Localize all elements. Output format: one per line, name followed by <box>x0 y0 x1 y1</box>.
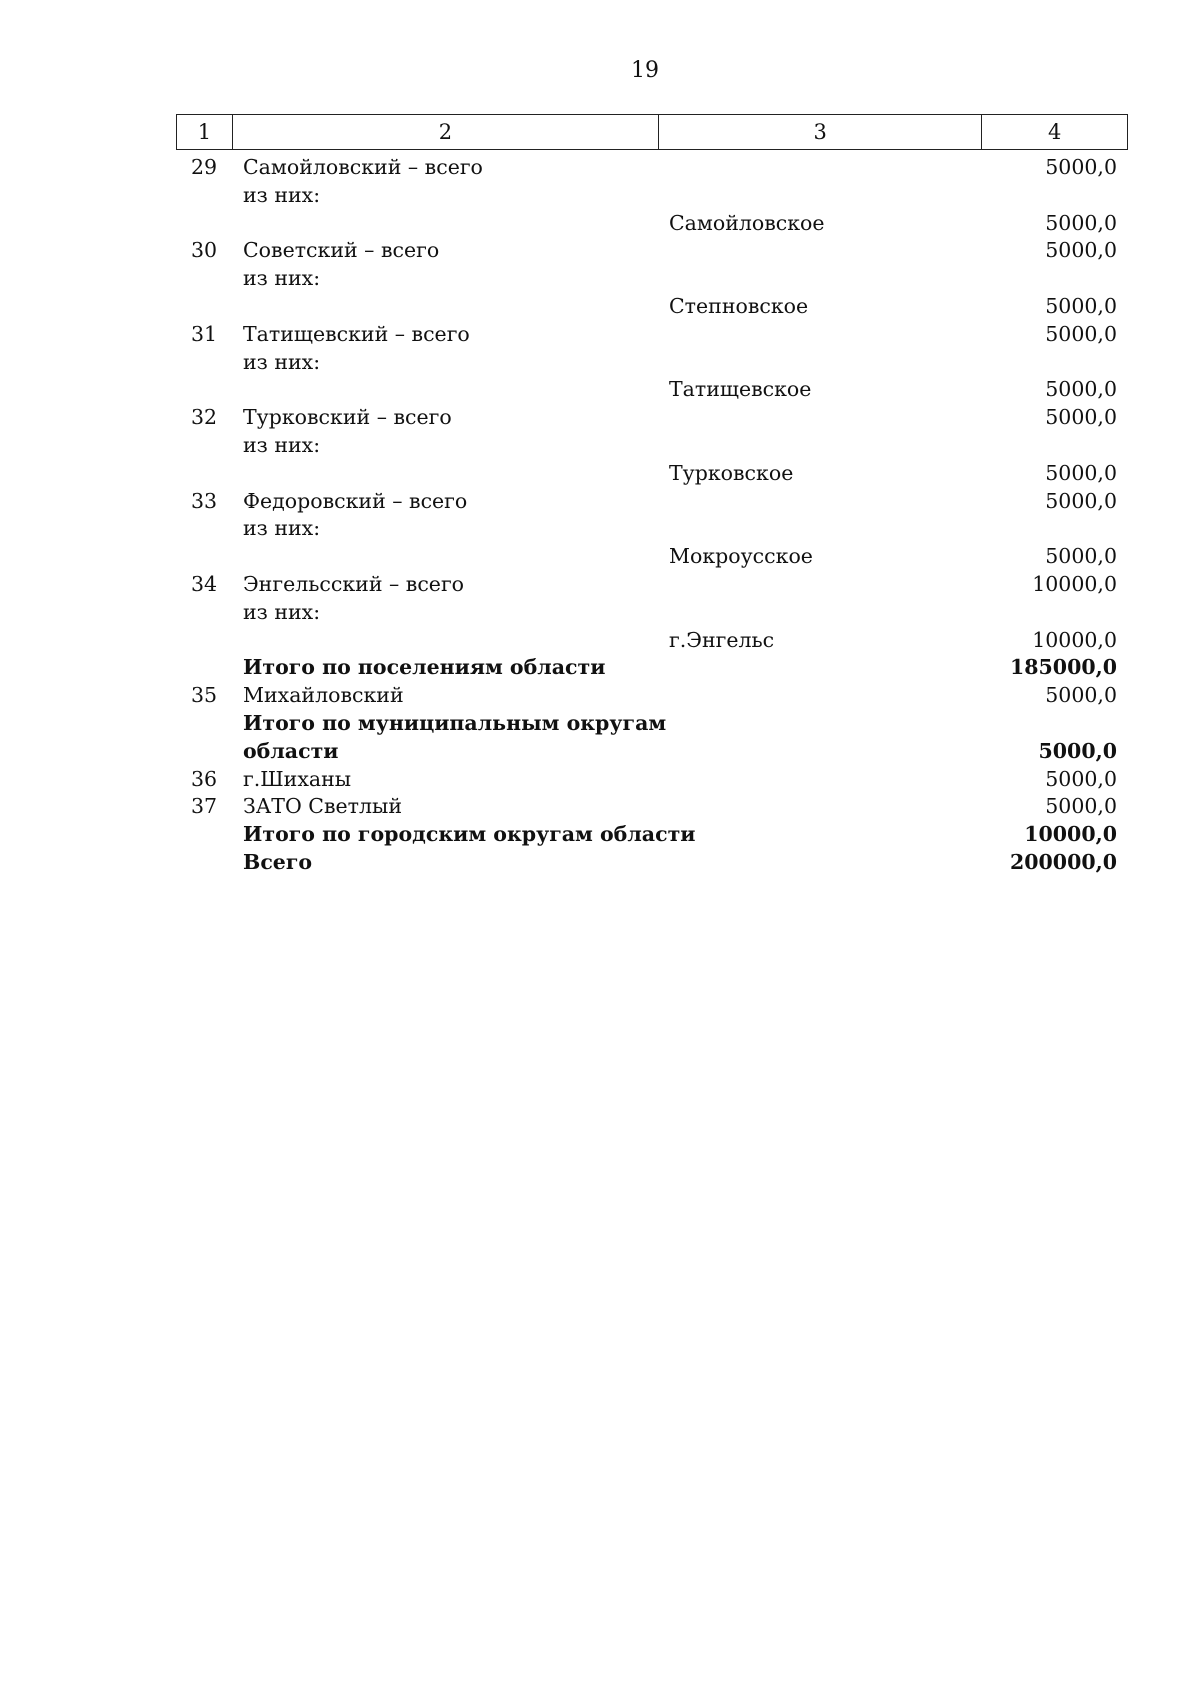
row-amount: 10000,0 <box>1032 627 1117 652</box>
row-amount: 5000,0 <box>1045 238 1117 263</box>
table-row <box>176 793 1128 821</box>
table-body <box>176 154 1128 877</box>
row-amount: 5000,0 <box>1045 683 1117 708</box>
row-settlement: Татищевское <box>669 377 812 402</box>
page-number: 19 <box>631 58 659 83</box>
row-number: 35 <box>190 683 218 708</box>
row-amount: 185000,0 <box>1010 655 1117 680</box>
row-number: 33 <box>190 488 218 513</box>
table-header <box>176 114 1128 150</box>
row-amount: 5000,0 <box>1045 155 1117 179</box>
row-name: Татищевский – всего <box>243 321 470 346</box>
table-row <box>176 543 1128 571</box>
row-name: Энгельсский – всего <box>243 571 465 596</box>
table-row <box>176 571 1128 599</box>
row-settlement: Самойловское <box>669 210 825 235</box>
row-name: Итого по поселениям области <box>243 655 606 680</box>
row-name: из них: <box>243 349 321 374</box>
header-col-4: 4 <box>1047 120 1062 144</box>
table-row <box>176 376 1128 404</box>
row-amount: 5000,0 <box>1045 405 1117 430</box>
row-number: 37 <box>190 794 218 819</box>
table-row <box>176 738 1128 766</box>
table-row <box>176 821 1128 849</box>
row-name: г.Шиханы <box>243 766 352 791</box>
table-row <box>176 349 1128 377</box>
row-amount: 5000,0 <box>1045 210 1117 235</box>
row-amount: 5000,0 <box>1045 794 1117 819</box>
row-name: Советский – всего <box>243 238 440 263</box>
row-name: Итого по городским округам области <box>243 822 696 847</box>
row-name: Итого по муниципальным округам <box>243 710 667 735</box>
row-name: Турковский – всего <box>243 405 452 430</box>
table-row <box>176 154 1128 182</box>
row-amount: 10000,0 <box>1032 571 1117 596</box>
row-name: из них: <box>243 182 321 207</box>
row-amount: 5000,0 <box>1045 377 1117 402</box>
table-row <box>176 654 1128 682</box>
row-amount: 5000,0 <box>1038 738 1117 763</box>
row-number: 34 <box>190 571 218 596</box>
row-name: из них: <box>243 266 321 291</box>
table-row <box>176 293 1128 321</box>
table-row <box>176 627 1128 655</box>
row-name: Всего <box>243 849 313 874</box>
row-name: ЗАТО Светлый <box>243 794 402 819</box>
row-amount: 5000,0 <box>1045 766 1117 791</box>
table-row <box>176 682 1128 710</box>
table-row <box>176 766 1128 794</box>
row-settlement: Степновское <box>669 293 809 318</box>
table-row <box>176 710 1128 738</box>
table-row <box>176 265 1128 293</box>
table-row <box>176 237 1128 265</box>
table-row <box>176 432 1128 460</box>
table-row <box>176 182 1128 210</box>
row-amount: 10000,0 <box>1024 822 1117 847</box>
table-row <box>176 488 1128 516</box>
table-row <box>176 849 1128 877</box>
row-name: из них: <box>243 516 321 541</box>
row-amount: 200000,0 <box>1010 849 1117 874</box>
row-amount: 5000,0 <box>1045 488 1117 513</box>
row-amount: 5000,0 <box>1045 460 1117 485</box>
header-col-3: 3 <box>659 115 982 149</box>
row-settlement: г.Энгельс <box>669 627 775 652</box>
row-name: из них: <box>243 432 321 457</box>
row-name: Самойловский – всего <box>243 155 483 179</box>
row-number: 36 <box>190 766 218 791</box>
table-row <box>176 210 1128 238</box>
row-number: 30 <box>190 238 218 263</box>
row-number: 31 <box>190 321 218 346</box>
header-col-1: 1 <box>177 115 233 149</box>
row-amount: 5000,0 <box>1045 321 1117 346</box>
header-col-2: 2 <box>233 115 659 149</box>
table-row <box>176 515 1128 543</box>
table-row <box>176 599 1128 627</box>
row-amount: 5000,0 <box>1045 293 1117 318</box>
row-settlement: Мокроусское <box>669 544 813 569</box>
row-amount: 5000,0 <box>1045 544 1117 569</box>
table-row <box>176 404 1128 432</box>
row-settlement: Турковское <box>669 460 794 485</box>
table-row <box>176 460 1128 488</box>
row-name: области <box>243 738 339 763</box>
row-name: Федоровский – всего <box>243 488 468 513</box>
table-row <box>176 321 1128 349</box>
row-number: 32 <box>190 405 218 430</box>
row-number: 29 <box>190 155 218 179</box>
row-name: из них: <box>243 599 321 624</box>
row-name: Михайловский <box>243 683 404 708</box>
